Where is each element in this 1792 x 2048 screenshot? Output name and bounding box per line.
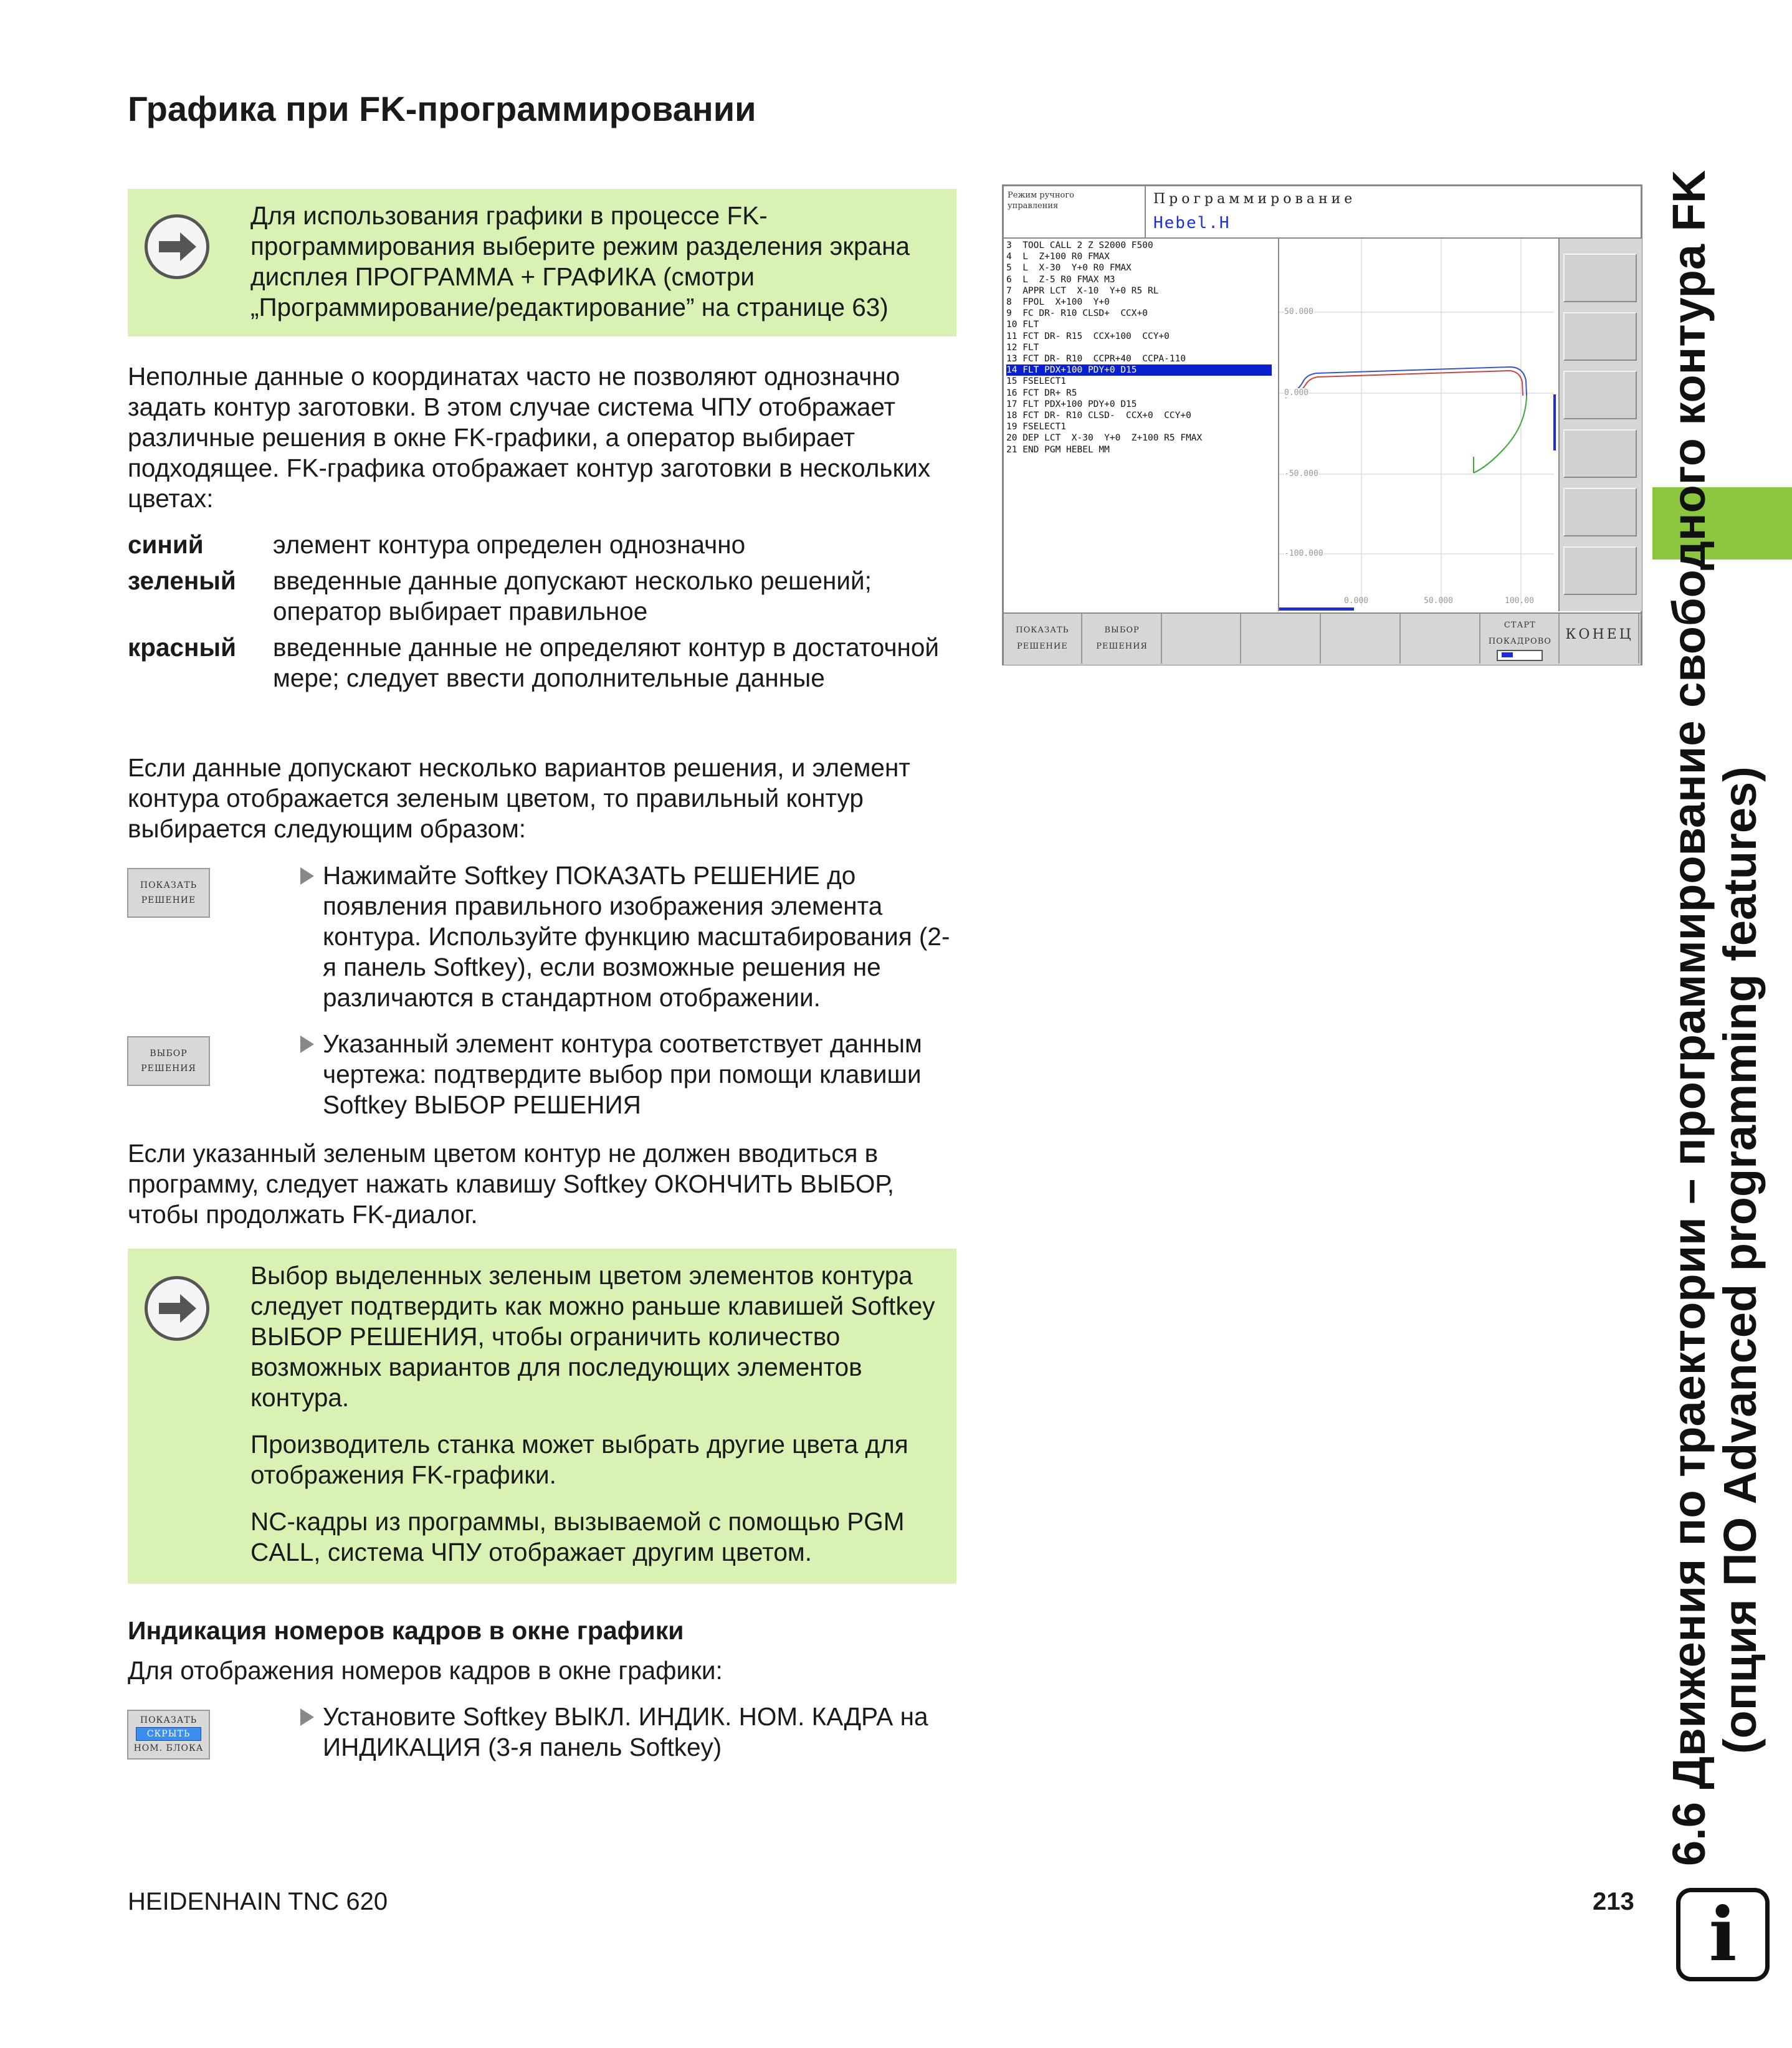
single-block-icon xyxy=(1497,650,1543,661)
vertical-softkey[interactable] xyxy=(1563,254,1637,302)
x-axis-label: 0.000 xyxy=(1344,596,1369,606)
y-axis-label: -50.000 xyxy=(1284,469,1318,479)
page-number: 213 xyxy=(1593,1888,1634,1915)
nc-line[interactable]: 4 L Z+100 R0 FMAX xyxy=(1006,252,1110,262)
bottom-softkey-1[interactable] xyxy=(1004,614,1082,664)
paragraph-end-selection: Если указанный зеленым цветом контур не должен вводиться в программу, следует нажать клавишу Softkey ОКОНЧИТЬ ВЫБОР, чтобы продолжать FK-диалог. xyxy=(128,1139,895,1229)
info-icon: i xyxy=(1676,1888,1770,1981)
contour-green-path xyxy=(1474,396,1527,473)
paragraph-multiple-solutions: Если данные допускают несколько вариантов решения, и элемент контура отображается зеленым цветом, то правильный контур выбирается следующим образом: xyxy=(128,753,910,843)
y-axis-label: -100.000 xyxy=(1284,549,1323,558)
nc-line[interactable]: 8 FPOL X+100 Y+0 xyxy=(1006,297,1110,308)
x-axis-label: 100.00 xyxy=(1505,596,1534,606)
step-bullet-icon xyxy=(300,1036,314,1053)
softkey-label: СТАРТ xyxy=(1504,621,1536,630)
nc-line[interactable]: 20 DEP LCT X-30 Y+0 Z+100 R5 FMAX xyxy=(1006,433,1203,444)
step-bullet-icon xyxy=(300,867,314,885)
nc-line[interactable]: 5 L X-30 Y+0 R0 FMAX xyxy=(1006,263,1132,274)
softkey-label: КОНЕЦ xyxy=(1565,627,1634,642)
nc-line[interactable]: 12 FLT xyxy=(1006,342,1039,353)
definition-desc-blue: элемент контура определен однозначно xyxy=(273,530,746,559)
subheading-block-numbers: Индикация номеров кадров в окне графики xyxy=(128,1616,684,1645)
bottom-softkey-7[interactable] xyxy=(1482,614,1560,664)
softkey-label: ВЫБОР xyxy=(1104,626,1140,635)
x-axis-label: 50.000 xyxy=(1424,596,1453,606)
step-show-solution-text: Нажимайте Softkey ПОКАЗАТЬ РЕШЕНИЕ до появления правильного изображения элемента контура. Используйте функцию масштабирования (2-я панель Softkey), если возможные решения не различаются в стандартном отображении. xyxy=(323,861,950,1012)
bottom-softkey-empty[interactable] xyxy=(1163,614,1242,664)
vertical-softkey[interactable] xyxy=(1563,488,1637,536)
file-name: Hebel.H xyxy=(1153,214,1231,232)
nc-line[interactable]: 3 TOOL CALL 2 Z S2000 F500 xyxy=(1006,241,1153,250)
nc-line[interactable]: 6 L Z-5 R0 FMAX M3 xyxy=(1006,274,1115,285)
note-2-text xyxy=(250,1260,942,1568)
definition-term-blue: синий xyxy=(128,530,204,559)
nc-line[interactable]: 7 APPR LCT X-10 Y+0 R5 RL xyxy=(1006,285,1159,296)
note-1-text: Для использования графики в процессе FK-программирования выберите режим разделения экрана дисплея ПРОГРАММА + ГРАФИКА (смотри „Программирование/редактирование” на странице 63) xyxy=(250,201,910,321)
nc-line[interactable]: 17 FLT PDX+100 PDY+0 D15 xyxy=(1006,399,1137,409)
tnc-screen xyxy=(1002,184,1642,665)
nc-line[interactable]: 11 FCT DR- R15 CCX+100 CCY+0 xyxy=(1006,331,1170,341)
vertical-softkey-column xyxy=(1558,239,1642,611)
bottom-softkey-empty[interactable] xyxy=(1322,614,1401,664)
note-2-paragraph-3: NC-кадры из программы, вызываемой с помощью PGM CALL, система ЧПУ отображает другим цветом. xyxy=(250,1507,905,1566)
step-bullet-icon xyxy=(300,1708,314,1726)
chapter-side-title xyxy=(1664,84,1788,1866)
scroll-indicator xyxy=(1279,607,1354,611)
arrow-right-icon xyxy=(145,214,209,279)
definition-desc-red: введенные данные не определяют контур в достаточной мере; следует ввести дополнительные данные xyxy=(273,633,940,692)
graphics-panel xyxy=(1278,239,1558,611)
nc-line[interactable]: 21 END PGM HEBEL MM xyxy=(1006,444,1110,455)
bottom-softkey-2[interactable] xyxy=(1084,614,1162,664)
softkey-label: РЕШЕНИЕ xyxy=(1017,642,1068,651)
vertical-softkey[interactable] xyxy=(1563,371,1637,419)
softkey-label: РЕШЕНИЯ xyxy=(1096,642,1148,651)
page-title: Графика при FK-программировании xyxy=(128,89,756,128)
step-select-solution-text: Указанный элемент контура соответствует данным чертежа: подтвердите выбор при помощи клавиши Softkey ВЫБОР РЕШЕНИЯ xyxy=(323,1029,922,1119)
contour-paths xyxy=(1285,367,1527,473)
note-2-paragraph-2: Производитель станка может выбрать другие цвета для отображения FK-графики. xyxy=(250,1430,908,1489)
paragraph-block-numbers: Для отображения номеров кадров в окне графики: xyxy=(128,1656,723,1685)
program-panel xyxy=(1004,239,1278,611)
definition-term-red: красный xyxy=(128,633,237,662)
vertical-softkey[interactable] xyxy=(1563,546,1637,595)
mode-title: Программирование xyxy=(1153,191,1356,207)
nc-line[interactable]: 13 FCT DR- R10 CCPR+40 CCPA-110 xyxy=(1006,354,1186,364)
nc-line[interactable]: 16 FCT DR+ R5 xyxy=(1006,388,1077,398)
y-axis-label: 0.000 xyxy=(1284,388,1309,398)
vertical-softkey[interactable] xyxy=(1563,429,1637,478)
show-solution-softkey[interactable]: ПОКАЗАТЬ РЕШЕНИЕ xyxy=(127,868,210,918)
step-block-number-text: Установите Softkey ВЫКЛ. ИНДИК. НОМ. КАДРА на ИНДИКАЦИЯ (3-я панель Softkey) xyxy=(323,1702,928,1761)
bottom-softkey-bar xyxy=(1004,612,1641,665)
graphics-position-marker xyxy=(1553,394,1556,450)
y-axis-label: 50.000 xyxy=(1284,307,1313,317)
nc-line[interactable]: 19 FSELECT1 xyxy=(1006,422,1067,432)
mode-label: Режим ручного управления xyxy=(1004,186,1146,237)
nc-line-selected[interactable]: 14 FLT PDX+100 PDY+0 D15 xyxy=(1006,364,1272,376)
definition-desc-green: введенные данные допускают несколько решений; оператор выбирает правильное xyxy=(273,566,872,626)
nc-line[interactable]: 10 FLT xyxy=(1006,320,1039,330)
select-solution-softkey[interactable]: ВЫБОР РЕШЕНИЯ xyxy=(127,1036,210,1086)
side-title-line-2: (опция ПО Advanced programming features) xyxy=(1714,766,1766,1754)
vertical-softkey[interactable] xyxy=(1563,312,1637,361)
bottom-softkey-8[interactable] xyxy=(1561,614,1639,664)
softkey-label: ПОКАДРОВО xyxy=(1488,637,1551,646)
definition-term-green: зеленый xyxy=(128,566,236,595)
block-number-softkey[interactable]: ПОКАЗАТЬ СКРЫТЬ НОМ. БЛОКА xyxy=(127,1710,210,1760)
note-2-paragraph-1: Выбор выделенных зеленым цветом элементов контура следует подтвердить как можно раньше клавишей Softkey ВЫБОР РЕШЕНИЯ, чтобы ограничить количество возможных вариантов для последующих элементов контура. xyxy=(250,1261,935,1412)
nc-line[interactable]: 9 FC DR- R10 CLSD+ CCX+0 xyxy=(1006,308,1148,319)
side-title-line-1: 6.6 Движения по траектории – программирование свободного контура FK xyxy=(1663,169,1715,1866)
arrow-right-icon xyxy=(145,1276,209,1341)
bottom-softkey-empty[interactable] xyxy=(1242,614,1321,664)
nc-line[interactable]: 15 FSELECT1 xyxy=(1006,376,1067,387)
nc-line[interactable]: 18 FCT DR- R10 CLSD- CCX+0 CCY+0 xyxy=(1006,411,1191,421)
bottom-softkey-empty[interactable] xyxy=(1402,614,1480,664)
softkey-label: ПОКАЗАТЬ xyxy=(1016,626,1069,635)
footer-product-name: HEIDENHAIN TNC 620 xyxy=(128,1888,388,1915)
paragraph-incomplete-data: Неполные данные о координатах часто не позволяют однозначно задать контур заготовки. В этом случае система ЧПУ отображает различные решения в окне FK-графики, а оператор выбирает подходящее. FK-графика отображает контур заготовки в нескольких цветах: xyxy=(128,362,931,513)
